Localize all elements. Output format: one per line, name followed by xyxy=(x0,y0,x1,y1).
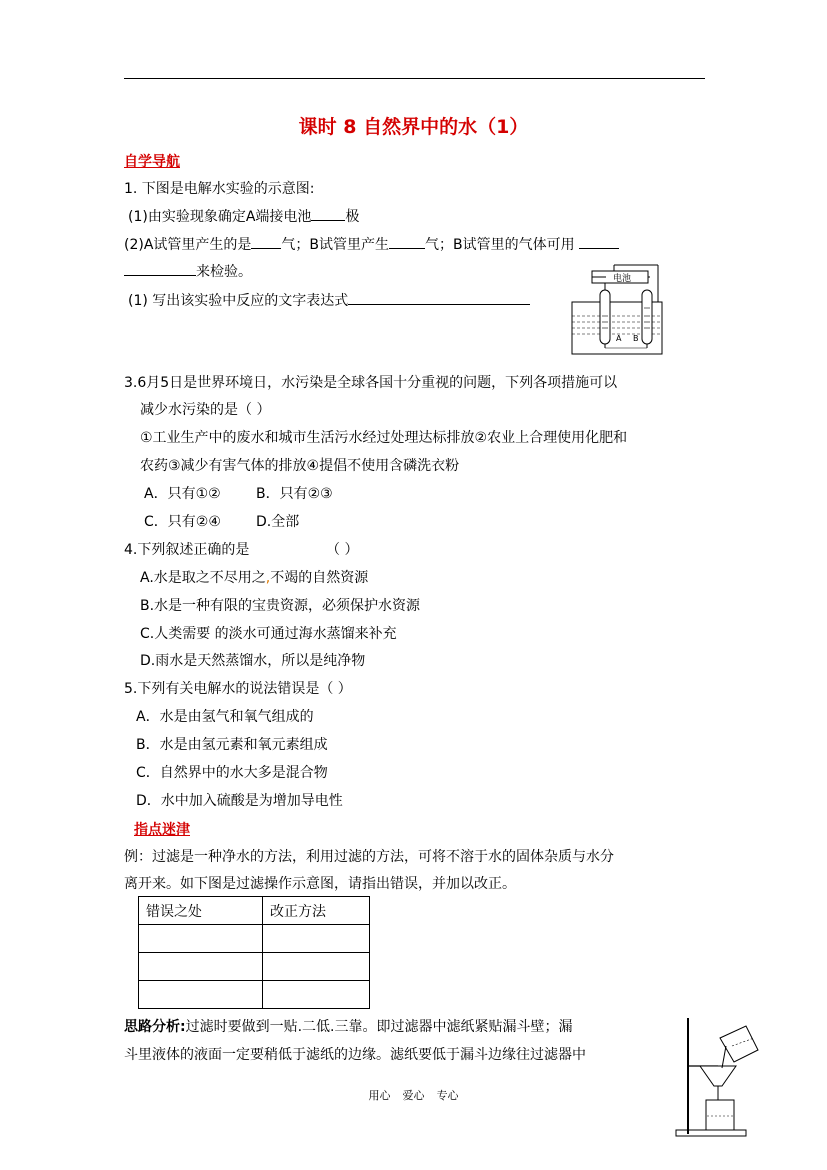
beaker-icon xyxy=(706,1100,734,1130)
q5-choice-d[interactable]: D．水中加入硫酸是为增加导电性 xyxy=(136,793,343,809)
q1-part2-blank-c[interactable] xyxy=(579,234,619,249)
table-cell[interactable] xyxy=(139,953,263,981)
table-header-row xyxy=(139,897,370,925)
table-row xyxy=(139,981,370,1009)
q4-answer-paren: （ ） xyxy=(326,542,359,558)
q1-part3: (1) 写出该实验中反应的文字表达式 xyxy=(128,290,530,311)
q1-part2: (2)A试管里产生的是 气；B试管里产生 气；B试管里的气体可用 xyxy=(124,234,619,255)
section-heading-self-study: 自学导航 xyxy=(124,154,180,170)
q4-stem: 4.下列叙述正确的是 xyxy=(124,542,250,558)
q5-choice-c[interactable]: C．自然界中的水大多是混合物 xyxy=(136,765,328,781)
table-cell[interactable] xyxy=(263,953,370,981)
stray-mark: , xyxy=(265,570,271,586)
header-rule xyxy=(124,78,705,79)
electrode-b-label: B xyxy=(633,334,639,343)
q3-stem-line2: 减少水污染的是（ ） xyxy=(140,402,271,418)
test-tube-a xyxy=(600,290,610,344)
q5-choice-b[interactable]: B．水是由氢元素和氧元素组成 xyxy=(136,737,328,753)
table-cell[interactable] xyxy=(139,925,263,953)
q1-part2-blank-b[interactable] xyxy=(389,234,425,249)
q1-part2-blank-d[interactable] xyxy=(124,261,196,276)
section-heading-guidance: 指点迷津 xyxy=(134,822,190,838)
electrode-a-label: A xyxy=(616,334,622,343)
q3-choice-b[interactable]: B．只有②③ xyxy=(256,486,333,502)
table-cell[interactable] xyxy=(263,981,370,1009)
q1-part3-blank[interactable] xyxy=(348,290,530,305)
q1-part1: (1)由实验现象确定A端接电池 极 xyxy=(128,206,359,227)
filtration-diagram xyxy=(674,1016,774,1138)
q4-choice-b[interactable]: B.水是一种有限的宝贵资源，必须保护水资源 xyxy=(140,598,421,614)
page-title: 课时 8 自然界中的水（1） xyxy=(298,116,529,138)
table-cell[interactable] xyxy=(139,981,263,1009)
q5-stem: 5.下列有关电解水的说法错误是（ ） xyxy=(124,681,352,697)
q3-choice-d[interactable]: D.全部 xyxy=(256,514,300,530)
q3-stem-line1: 3.6月5日是世界环境日，水污染是全球各国十分重视的问题，下列各项措施可以 xyxy=(124,375,618,391)
pouring-beaker-icon xyxy=(720,1026,758,1062)
stand-base-icon xyxy=(676,1130,746,1136)
q1-part1-blank[interactable] xyxy=(311,206,345,221)
table-row xyxy=(139,953,370,981)
q1-intro: 1. 下图是电解水实验的示意图: xyxy=(124,181,315,197)
footer: 用心 爱心 专心 xyxy=(368,1089,459,1102)
table-cell[interactable] xyxy=(263,925,370,953)
correction-table xyxy=(138,896,370,1009)
table-header-fix: 改正方法 xyxy=(263,897,370,925)
test-tube-b xyxy=(642,290,652,344)
analysis-line1: 思路分析:过滤时要做到一贴.二低.三靠。即过滤器中滤纸紧贴漏斗壁；漏 xyxy=(124,1019,573,1035)
example-line2: 离开来。如下图是过滤操作示意图，请指出错误，并加以改正。 xyxy=(124,876,516,892)
q4-choice-a[interactable]: A.水是取之不尽用之,不竭的自然资源 xyxy=(140,570,369,586)
table-row xyxy=(139,925,370,953)
q3-options-line1: ①工业生产中的废水和城市生活污水经过处理达标排放②农业上合理使用化肥和 xyxy=(140,430,628,446)
q3-options-line2: 农药③减少有害气体的排放④提倡不使用含磷洗衣粉 xyxy=(140,458,460,474)
analysis-line2: 斗里液体的液面一定要稍低于滤纸的边缘。滤纸要低于漏斗边缘往过滤器中 xyxy=(124,1047,586,1063)
electrolysis-diagram xyxy=(570,264,666,358)
example-line1: 例：过滤是一种净水的方法，利用过滤的方法，可将不溶于水的固体杂质与水分 xyxy=(124,849,614,865)
battery-label: 电池 xyxy=(612,274,632,284)
glass-rod-icon xyxy=(722,1046,726,1068)
q4-choice-d[interactable]: D.雨水是天然蒸馏水，所以是纯净物 xyxy=(140,653,366,669)
q4-choice-c[interactable]: C.人类需要 的淡水可通过海水蒸馏来补充 xyxy=(140,626,397,642)
q1-part2-blank-a[interactable] xyxy=(251,234,281,249)
table-header-error: 错误之处 xyxy=(139,897,263,925)
q3-choice-a[interactable]: A．只有①② xyxy=(144,486,221,502)
q5-choice-a[interactable]: A．水是由氢气和氧气组成的 xyxy=(136,709,314,725)
q1-part2-cont: 来检验。 xyxy=(124,261,252,282)
funnel-icon xyxy=(700,1066,736,1086)
q3-choice-c[interactable]: C．只有②④ xyxy=(144,514,221,530)
